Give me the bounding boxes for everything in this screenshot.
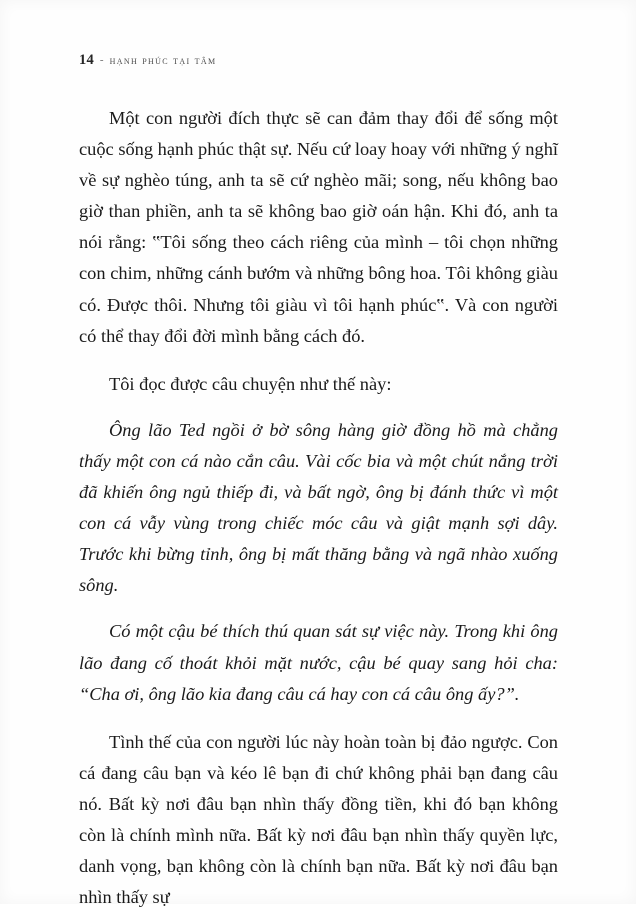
- story-paragraph: Có một cậu bé thích thú quan sát sự việc này. Trong khi ông lão đang cố thoát khỏi mặt nước, cậu bé quay sang hỏi cha: “Cha ơi, ông lão kia đang câu cá hay con cá câu ông ấy?”.: [79, 621, 558, 704]
- running-head-separator: -: [99, 54, 104, 66]
- paragraph: Một con người đích thực sẽ can đảm thay đổi để sống một cuộc sống hạnh phúc thật sự. Nếu cứ loay hoay với những ý nghĩ về sự nghèo túng, anh ta sẽ cứ nghèo mãi; song, nếu không bao giờ than phiền, anh ta sẽ không bao giờ oán hận. Khi đó, anh ta nói rằng: ‟Tôi sống theo cách riêng của mình – tôi chọn những con chim, những cánh bướm và những bông hoa. Tôi không giàu có. Được thôi. Nhưng tôi giàu vì tôi hạnh phúc‟. Và con người có thể thay đổi đời mình bằng cách đó.: [79, 108, 558, 346]
- paragraph: Tôi đọc được câu chuyện như thế này:: [109, 373, 392, 394]
- book-title: hạnh phúc tại tâm: [109, 55, 217, 67]
- paragraph: Tình thế của con người lúc này hoàn toàn bị đảo ngược. Con cá đang câu bạn và kéo lê bạn đi chứ không phải bạn đang câu nó. Bất kỳ nơi đâu bạn nhìn thấy đồng tiền, khi đó bạn không còn là chính mình nữa. Bất kỳ nơi đâu bạn nhìn thấy quyền lực, danh vọng, bạn không còn là chính bạn nữa. Bất kỳ nơi đâu bạn nhìn thấy sự: [79, 731, 558, 908]
- running-head: [79, 52, 216, 69]
- page-number: 14: [79, 52, 94, 68]
- story-paragraph: Ông lão Ted ngồi ở bờ sông hàng giờ đồng hồ mà chẳng thấy một con cá nào cắn câu. Vài cốc bia và một chút nắng trời đã khiến ông ngủ thiếp đi, và bất ngờ, ông bị đánh thức vì một con cá vẫy vùng trong chiếc móc câu và giật mạnh sợi dây. Trước khi bừng tỉnh, ông bị mất thăng bằng và ngã nhào xuống sông.: [79, 419, 558, 596]
- body-text-block: [79, 103, 558, 913]
